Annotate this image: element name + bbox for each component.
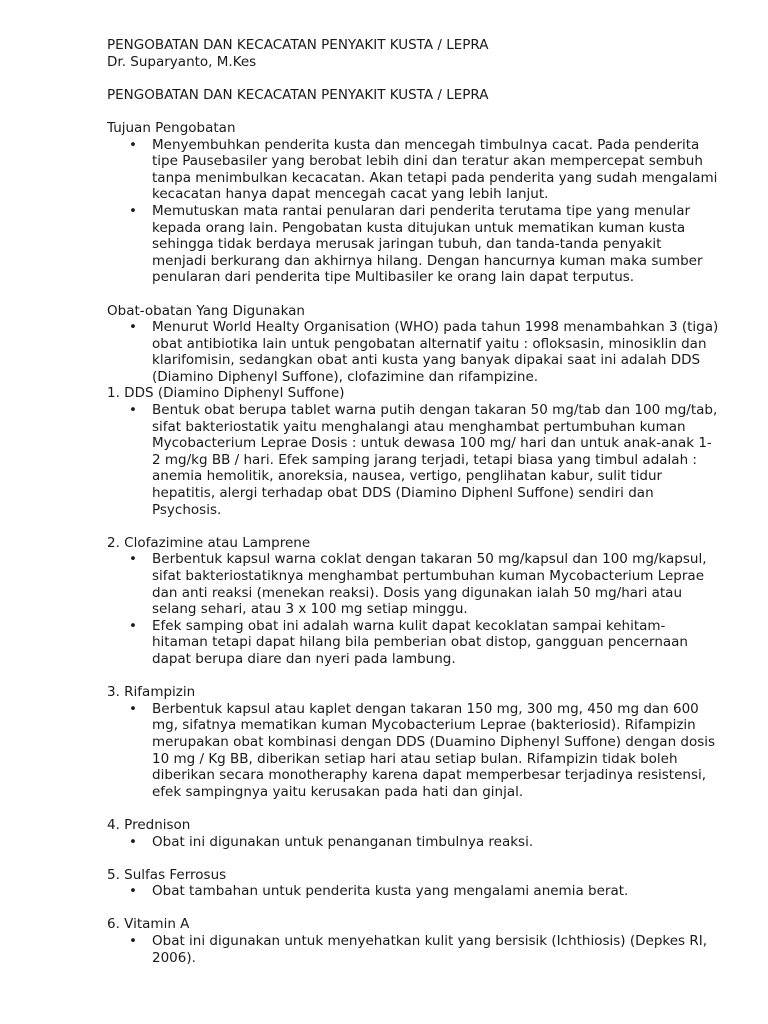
- section-heading-rifampizin: 3. Rifampizin: [107, 684, 196, 701]
- list-item: • Berbentuk kapsul warna coklat dengan takaran 50 mg/kapsul dan 100 mg/kapsul, sifat bakteriostatiknya menghambat pertumbuhan kuman Mycobacterium Leprae dan anti reaksi (menekan reaksi). Dosis yang digunakan ialah 50 mg/hari atau selang sehari, atau 3 x 100 mg setiap minggu.: [107, 551, 737, 617]
- list-item: • Menyembuhkan penderita kusta dan mencegah timbulnya cacat. Pada penderita tipe Pausebasiler yang berobat lebih dini dan teratur akan mempercepat sembuh tanpa menimbulkan kecacatan. Akan tetapi pada penderita yang sudah mengalami kecacatan hanya dapat mencegah cacat yang lebih lanjut.: [107, 137, 737, 203]
- section-heading-clofazimine: 2. Clofazimine atau Lamprene: [107, 534, 311, 551]
- section-heading-obat: Obat-obatan Yang Digunakan: [107, 302, 305, 319]
- section-heading-vitamin: 6. Vitamin A: [107, 916, 190, 933]
- list-item: • Obat tambahan untuk penderita kusta yang mengalami anemia berat.: [107, 883, 737, 900]
- section-heading-dds: 1. DDS (Diamino Diphenyl Suffone): [107, 385, 345, 402]
- bullet-list-obat: [107, 319, 737, 385]
- bullet-list-sulfas: [107, 883, 737, 900]
- document-title: PENGOBATAN DAN KECACATAN PENYAKIT KUSTA / LEPRA: [107, 37, 489, 53]
- bullet-list-prednison: [107, 834, 737, 851]
- list-item: • Menurut World Healty Organisation (WHO) pada tahun 1998 menambahkan 3 (tiga) obat antibiotika lain untuk pengobatan alternatif yaitu : ofloksasin, minosiklin dan klarifomisin, sedangkan obat anti kusta yang banyak dipakai saat ini adalah DDS (Diamino Diphenyl Suffone), clofazimine dan rifampizine.: [107, 319, 737, 385]
- section-heading-sulfas: 5. Sulfas Ferrosus: [107, 866, 227, 883]
- list-item: • Berbentuk kapsul atau kaplet dengan takaran 150 mg, 300 mg, 450 mg dan 600 mg, sifatnya mematikan kuman Mycobacterium Leprae (bakteriosid). Rifampizin merupakan obat kombinasi dengan DDS (Duamino Diphenyl Suffone) dengan dosis 10 mg / Kg BB, diberikan setiap hari atau setiap bulan. Rifampizin tidak boleh diberikan secara monotheraphy karena dapat memperbesar terjadinya resistensi, efek sampingnya yaitu kerusakan pada hati dan ginjal.: [107, 701, 737, 801]
- document-author: Dr. Suparyanto, M.Kes: [107, 53, 257, 70]
- list-item: • Memutuskan mata rantai penularan dari penderita terutama tipe yang menular kepada orang lain. Pengobatan kusta ditujukan untuk mematikan kuman kusta sehingga tidak berdaya merusak jaringan tubuh, dan tanda-tanda penyakit menjadi berkurang dan akhirnya hilang. Dengan hancurnya kuman maka sumber penularan dari penderita tipe Multibasiler ke orang lain dapat terputus.: [107, 203, 737, 286]
- list-item: • Obat ini digunakan untuk penanganan timbulnya reaksi.: [107, 834, 737, 851]
- document-title-repeat: PENGOBATAN DAN KECACATAN PENYAKIT KUSTA / LEPRA: [107, 86, 489, 103]
- bullet-list-clofazimine: [107, 551, 737, 667]
- bullet-list-tujuan: [107, 137, 737, 286]
- bullet-list-dds: [107, 402, 737, 518]
- list-item: • Obat ini digunakan untuk menyehatkan kulit yang bersisik (Ichthiosis) (Depkes RI, 2006).: [107, 933, 737, 966]
- document-page: [107, 37, 737, 966]
- list-item: • Bentuk obat berupa tablet warna putih dengan takaran 50 mg/tab dan 100 mg/tab, sifat bakteriostatik yaitu menghalangi atau menghambat pertumbuhan kuman Mycobacterium Leprae Dosis : untuk dewasa 100 mg/ hari dan untuk anak-anak 1- 2 mg/kg BB / hari. Efek samping jarang terjadi, tetapi biasa yang timbul adalah : anemia hemolitik, anoreksia, nausea, vertigo, penglihatan kabur, sulit tidur hepatitis, alergi terhadap obat DDS (Diamino Diphenl Suffone) sendiri dan Psychosis.: [107, 402, 737, 518]
- list-item: • Efek samping obat ini adalah warna kulit dapat kecoklatan sampai kehitam- hitaman tetapi dapat hilang bila pemberian obat distop, gangguan pencernaan dapat berupa diare dan nyeri pada lambung.: [107, 618, 737, 668]
- section-heading-tujuan: Tujuan Pengobatan: [107, 119, 236, 136]
- bullet-list-vitamin: [107, 933, 737, 966]
- bullet-list-rifampizin: [107, 701, 737, 801]
- section-heading-prednison: 4. Prednison: [107, 816, 191, 833]
